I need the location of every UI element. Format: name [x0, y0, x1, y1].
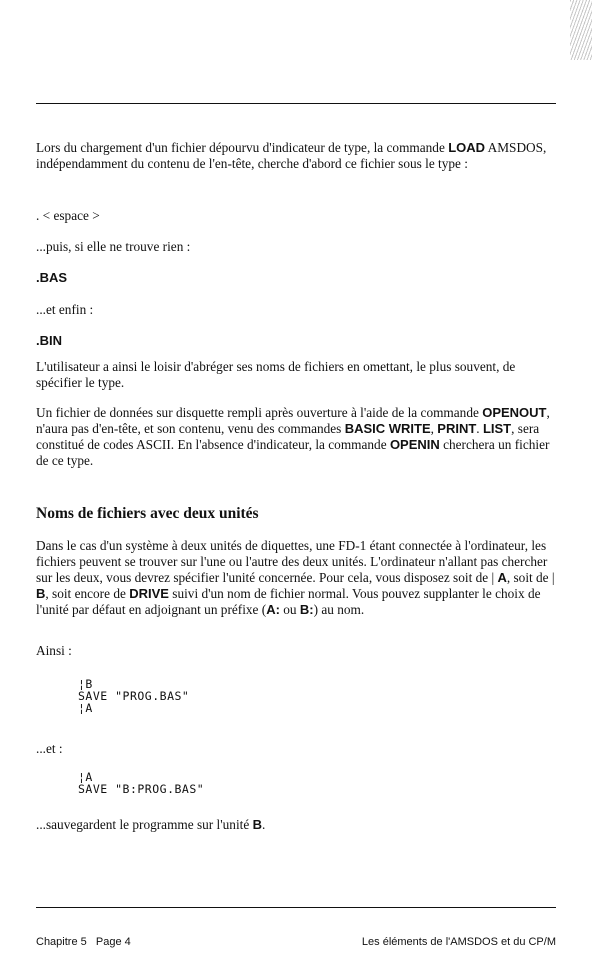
data-text-4: .	[476, 421, 483, 436]
save-text-1: ...sauvegardent le programme sur l'unité	[36, 817, 253, 832]
data-text-2: , n'aura pas d'en-tête, et son contenu, venu des commandes	[36, 405, 550, 436]
ainsi-text: Ainsi :	[36, 643, 72, 658]
unit-a: A	[497, 570, 507, 585]
dual-text-6: ) au nom.	[313, 602, 365, 617]
ext-bas: .BAS	[36, 270, 68, 285]
dual-text-2: , soit de |	[506, 570, 555, 585]
dual-text-5: ou	[279, 602, 300, 617]
basic-write-command: BASIC WRITE	[344, 421, 431, 436]
intro-paragraph	[36, 140, 556, 172]
footer-right: Les éléments de l'AMSDOS et du CP/M	[361, 936, 556, 948]
code-block-1: ¦B SAVE "PROG.BAS" ¦A	[78, 677, 190, 715]
data-paragraph	[36, 405, 556, 469]
user-paragraph: L'utilisateur a ainsi le loisir d'abréger ses noms de fichiers en omettant, le plus souvent, de spécifier le type.	[36, 359, 516, 390]
dual-text-1: Dans le cas d'un système à deux unités de diquettes, une FD-1 étant connectée à l'ordinateur, les fichiers peuvent se trouver sur l'une ou l'autre des deux unités. L'ordinateur n'allant pas chercher sur les deux, vous devrez spécifier l'unité concernée. Pour cela, vous disposez soit de |	[36, 538, 548, 585]
header-rule	[36, 103, 556, 104]
save-sentence	[36, 817, 556, 833]
print-command: PRINT	[437, 421, 477, 436]
prefix-a: A:	[266, 602, 280, 617]
list-command: LIST	[482, 421, 512, 436]
unit-b: B	[36, 586, 46, 601]
finally-text: ...et enfin :	[36, 302, 94, 317]
then-text: ...puis, si elle ne trouve rien :	[36, 239, 191, 254]
et-text: ...et :	[36, 741, 63, 756]
openin-command: OPENIN	[389, 437, 440, 452]
openout-command: OPENOUT	[482, 405, 547, 420]
data-text-3: ,	[430, 421, 438, 436]
prefix-b: B:	[299, 602, 314, 617]
data-text-6: cherchera un fichier de ce type.	[36, 437, 550, 468]
dual-text-4: suivi d'un nom de fichier normal. Vous pouvez supplanter le choix de l'unité par défaut en adjoignant un préfixe (	[36, 586, 541, 617]
drive-command: DRIVE	[129, 586, 169, 601]
ext-space: . < espace >	[36, 208, 100, 223]
intro-text: Lors du chargement d'un fichier dépourvu d'indicateur de type, la commande	[36, 140, 449, 155]
dual-text-3: , soit encore de	[45, 586, 130, 601]
section-heading: Noms de fichiers avec deux unités	[36, 505, 259, 522]
intro-text-2: AMSDOS, indépendamment du contenu de l'en-tête, cherche d'abord ce fichier sous le type :	[36, 140, 547, 171]
data-text-1: Un fichier de données sur disquette rempli après ouverture à l'aide de la commande	[36, 405, 483, 420]
load-command: LOAD	[448, 140, 486, 155]
unit-b-final: B	[252, 817, 262, 832]
code-block-2: ¦A SAVE "B:PROG.BAS"	[78, 770, 205, 796]
data-text-5: , sera constitué de codes ASCII. En l'absence d'indicateur, la commande	[36, 421, 540, 452]
ext-bin: .BIN	[36, 333, 62, 348]
footer-rule	[36, 907, 556, 908]
dual-paragraph	[36, 538, 556, 618]
footer-left: Chapitre 5 Page 4	[36, 936, 131, 948]
save-text-2: .	[261, 817, 266, 832]
scan-artifact	[570, 0, 592, 60]
